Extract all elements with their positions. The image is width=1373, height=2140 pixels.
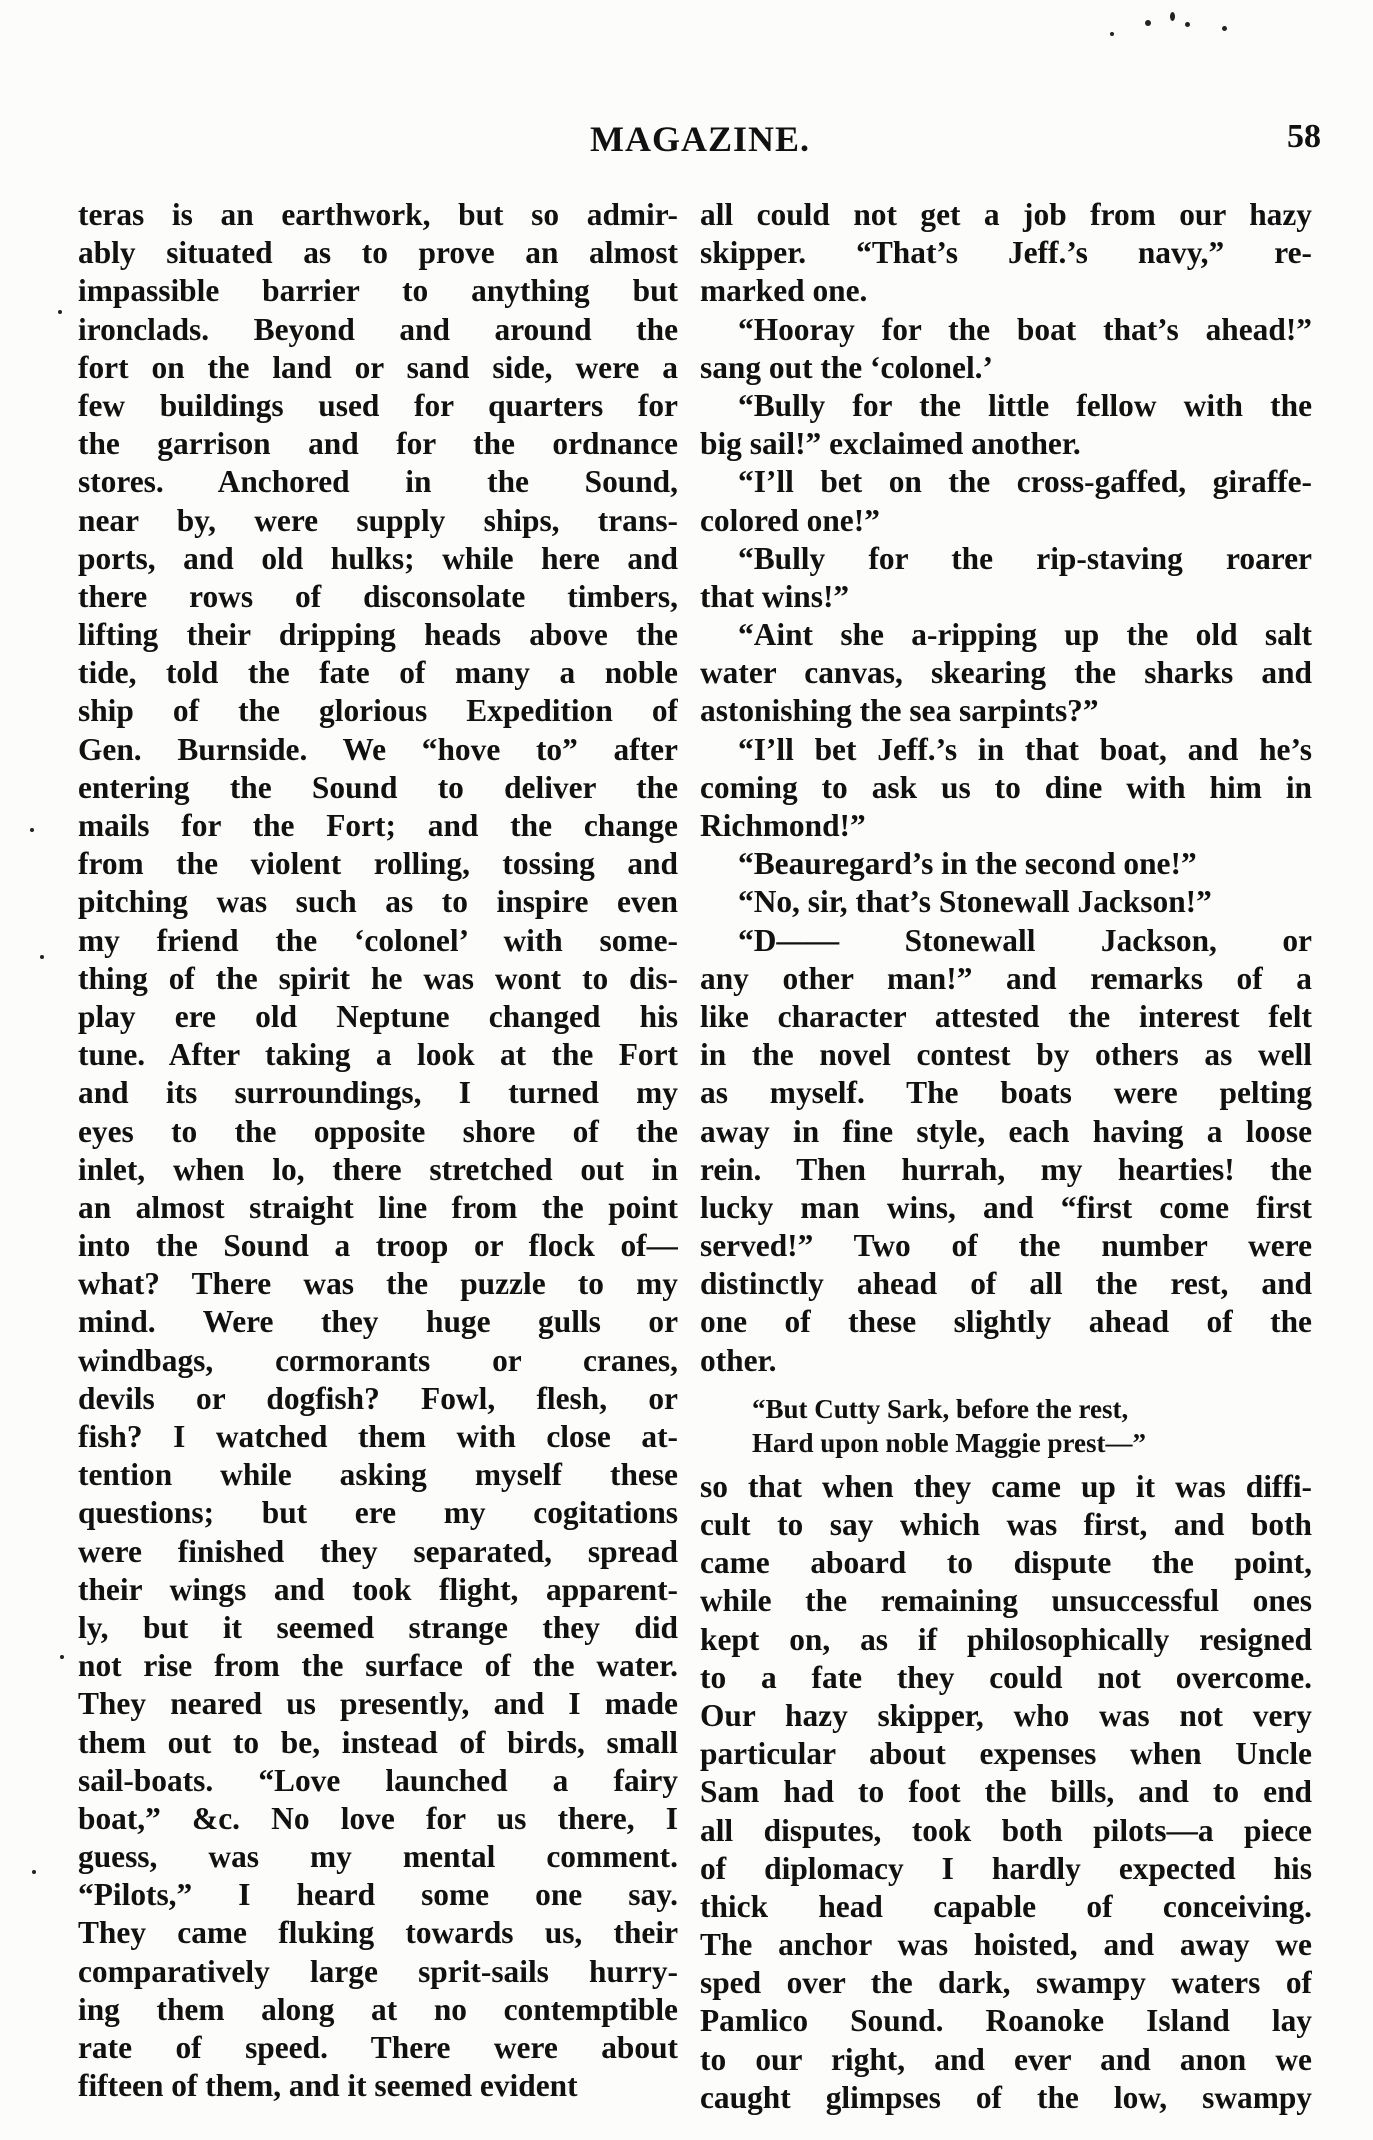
text-line: “Beauregard’s in the second one!” bbox=[738, 846, 1197, 882]
text-line: mails for the Fort; and the change bbox=[78, 808, 678, 843]
scan-speck bbox=[1170, 12, 1175, 21]
text-line: astonishing the sea sarpints?” bbox=[700, 693, 1099, 729]
text-line: sped over the dark, swampy waters of bbox=[700, 1965, 1312, 2001]
text-line: They neared us presently, and I made bbox=[78, 1686, 678, 1722]
text-line: big sail!” exclaimed another. bbox=[700, 426, 1081, 462]
text-line: lucky man wins, and “first come first bbox=[700, 1189, 1312, 1225]
text-line: Gen. Burnside. We “hove to” after bbox=[78, 731, 678, 767]
text-line: of diplomacy I hardly expected his bbox=[700, 1850, 1312, 1886]
text-line: Pamlico Sound. Roanoke Island lay bbox=[700, 2003, 1312, 2039]
text-line: away in fine style, each having a loose bbox=[700, 1113, 1312, 1149]
text-line: comparatively large sprit-sails hurry- bbox=[78, 1953, 678, 1989]
running-header: MAGAZINE. bbox=[589, 119, 810, 159]
text-line: my friend the ‘colonel’ with some- bbox=[78, 922, 678, 958]
text-line: pitching was such as to inspire even bbox=[78, 884, 678, 920]
right-column bbox=[700, 196, 1312, 2117]
text-line: were finished they separated, spread bbox=[78, 1533, 678, 1569]
text-line: “Pilots,” I heard some one say. bbox=[78, 1877, 678, 1913]
text-line: devils or dogfish? Fowl, flesh, or bbox=[78, 1380, 678, 1416]
text-line: teras is an earthwork, but so admir- bbox=[78, 197, 678, 232]
text-line: play ere old Neptune changed his bbox=[78, 998, 678, 1034]
text-line: “I’ll bet on the cross-gaffed, giraffe- bbox=[738, 464, 1312, 500]
text-line: windbags, cormorants or cranes, bbox=[78, 1342, 678, 1378]
page-number: 58 bbox=[1287, 118, 1321, 155]
text-line: rein. Then hurrah, my hearties! the bbox=[700, 1151, 1312, 1187]
scan-speck bbox=[60, 1655, 64, 1659]
text-line: to our right, and ever and anon we bbox=[700, 2041, 1312, 2077]
text-line: “Bully for the little fellow with the bbox=[738, 387, 1312, 423]
text-line: ably situated as to prove an almost bbox=[78, 235, 678, 271]
text-line: tune. After taking a look at the Fort bbox=[78, 1037, 678, 1073]
text-line: Our hazy skipper, who was not very bbox=[700, 1697, 1312, 1733]
text-line: particular about expenses when Uncle bbox=[700, 1736, 1312, 1772]
text-line: Richmond!” bbox=[700, 808, 866, 843]
text-line: tide, told the fate of many a noble bbox=[78, 655, 678, 691]
text-line: them out to be, instead of birds, small bbox=[78, 1724, 678, 1760]
text-line: colored one!” bbox=[700, 502, 880, 538]
text-line: caught glimpses of the low, swampy bbox=[700, 2079, 1312, 2115]
text-line: to a fate they could not overcome. bbox=[700, 1659, 1312, 1695]
scan-speck bbox=[40, 955, 44, 959]
text-line: what? There was the puzzle to my bbox=[78, 1266, 678, 1302]
text-line: there rows of disconsolate timbers, bbox=[78, 578, 678, 614]
text-line: all could not get a job from our hazy bbox=[700, 197, 1312, 232]
text-line: that wins!” bbox=[700, 578, 850, 614]
text-line: like character attested the interest felt bbox=[700, 998, 1312, 1034]
text-line: few buildings used for quarters for bbox=[78, 387, 678, 423]
text-line: ports, and old hulks; while here and bbox=[78, 540, 678, 576]
text-line: came aboard to dispute the point, bbox=[700, 1545, 1312, 1581]
text-line: the garrison and for the ordnance bbox=[78, 426, 678, 462]
text-line: “Aint she a-ripping up the old salt bbox=[738, 617, 1312, 653]
text-line: boat,” &c. No love for us there, I bbox=[78, 1800, 678, 1836]
text-line: stores. Anchored in the Sound, bbox=[78, 464, 678, 500]
text-line: Sam had to foot the bills, and to end bbox=[700, 1774, 1312, 1810]
text-line: “I’ll bet Jeff.’s in that boat, and he’s bbox=[738, 731, 1312, 767]
text-line: impassible barrier to anything but bbox=[78, 273, 678, 309]
text-line: mind. Were they huge gulls or bbox=[78, 1304, 678, 1340]
text-line: kept on, as if philosophically resigned bbox=[700, 1621, 1312, 1657]
text-line: near by, were supply ships, trans- bbox=[78, 502, 678, 538]
text-line: marked one. bbox=[700, 273, 868, 309]
scan-speck bbox=[58, 310, 62, 314]
text-line: coming to ask us to dine with him in bbox=[700, 769, 1312, 805]
text-line: distinctly ahead of all the rest, and bbox=[700, 1266, 1312, 1302]
text-line: one of these slightly ahead of the bbox=[700, 1304, 1312, 1340]
text-line: in the novel contest by others as well bbox=[700, 1037, 1312, 1073]
text-line: sail-boats. “Love launched a fairy bbox=[78, 1762, 678, 1798]
text-line: “Hooray for the boat that’s ahead!” bbox=[738, 311, 1312, 347]
text-line: skipper. “That’s Jeff.’s navy,” re- bbox=[700, 235, 1312, 271]
text-line: not rise from the surface of the water. bbox=[78, 1648, 678, 1684]
verse-line: Hard upon noble Maggie prest—” bbox=[752, 1427, 1147, 1458]
text-line: served!” Two of the number were bbox=[700, 1228, 1312, 1264]
text-line: ing them along at no contemptible bbox=[78, 1991, 678, 2027]
text-line: water canvas, skearing the sharks and bbox=[700, 655, 1312, 691]
text-line: from the violent rolling, tossing and bbox=[78, 846, 678, 882]
scan-speck bbox=[32, 1870, 36, 1874]
text-line: into the Sound a troop or flock of— bbox=[78, 1228, 678, 1264]
text-line: ironclads. Beyond and around the bbox=[78, 311, 678, 347]
text-line: sang out the ‘colonel.’ bbox=[700, 349, 993, 385]
text-line: guess, was my mental comment. bbox=[78, 1839, 678, 1875]
text-line: thick head capable of conceiving. bbox=[700, 1888, 1312, 1924]
text-line: all disputes, took both pilots—a piece bbox=[700, 1812, 1312, 1848]
text-line: an almost straight line from the point bbox=[78, 1189, 678, 1225]
scan-speck bbox=[30, 828, 34, 832]
text-line: They came fluking towards us, their bbox=[78, 1915, 678, 1951]
text-line: fort on the land or sand side, were a bbox=[78, 349, 678, 385]
text-line: inlet, when lo, there stretched out in bbox=[78, 1151, 678, 1187]
text-line: The anchor was hoisted, and away we bbox=[700, 1927, 1312, 1963]
scan-speck bbox=[1145, 20, 1151, 26]
text-line: and its surroundings, I turned my bbox=[78, 1075, 678, 1111]
text-line: thing of the spirit he was wont to dis- bbox=[78, 960, 678, 996]
scan-speck bbox=[1222, 26, 1227, 31]
text-line: ly, but it seemed strange they did bbox=[78, 1609, 678, 1645]
scan-speck bbox=[1110, 32, 1114, 36]
text-line: other. bbox=[700, 1342, 777, 1378]
text-line: their wings and took flight, apparent- bbox=[78, 1571, 678, 1607]
text-line: lifting their dripping heads above the bbox=[78, 617, 678, 653]
text-line: ship of the glorious Expedition of bbox=[78, 693, 678, 729]
text-line: “No, sir, that’s Stonewall Jackson!” bbox=[738, 884, 1212, 920]
scan-speck bbox=[1185, 22, 1190, 27]
text-line: “D—— Stonewall Jackson, or bbox=[738, 922, 1312, 958]
text-line: tention while asking myself these bbox=[78, 1457, 678, 1493]
text-line: fifteen of them, and it seemed evident bbox=[78, 2068, 578, 2104]
text-line: cult to say which was first, and both bbox=[700, 1507, 1312, 1542]
text-line: questions; but ere my cogitations bbox=[78, 1495, 678, 1531]
verse-line: “But Cutty Sark, before the rest, bbox=[752, 1393, 1129, 1424]
text-line: fish? I watched them with close at- bbox=[78, 1419, 678, 1454]
text-line: while the remaining unsuccessful ones bbox=[700, 1583, 1312, 1619]
text-line: “Bully for the rip-staving roarer bbox=[738, 540, 1312, 576]
text-line: rate of speed. There were about bbox=[78, 2030, 678, 2065]
text-line: so that when they came up it was diffi- bbox=[700, 1468, 1312, 1504]
text-line: eyes to the opposite shore of the bbox=[78, 1113, 678, 1149]
text-line: any other man!” and remarks of a bbox=[700, 960, 1312, 996]
left-column bbox=[78, 196, 678, 2105]
text-line: entering the Sound to deliver the bbox=[78, 769, 678, 805]
text-line: as myself. The boats were pelting bbox=[700, 1075, 1312, 1111]
